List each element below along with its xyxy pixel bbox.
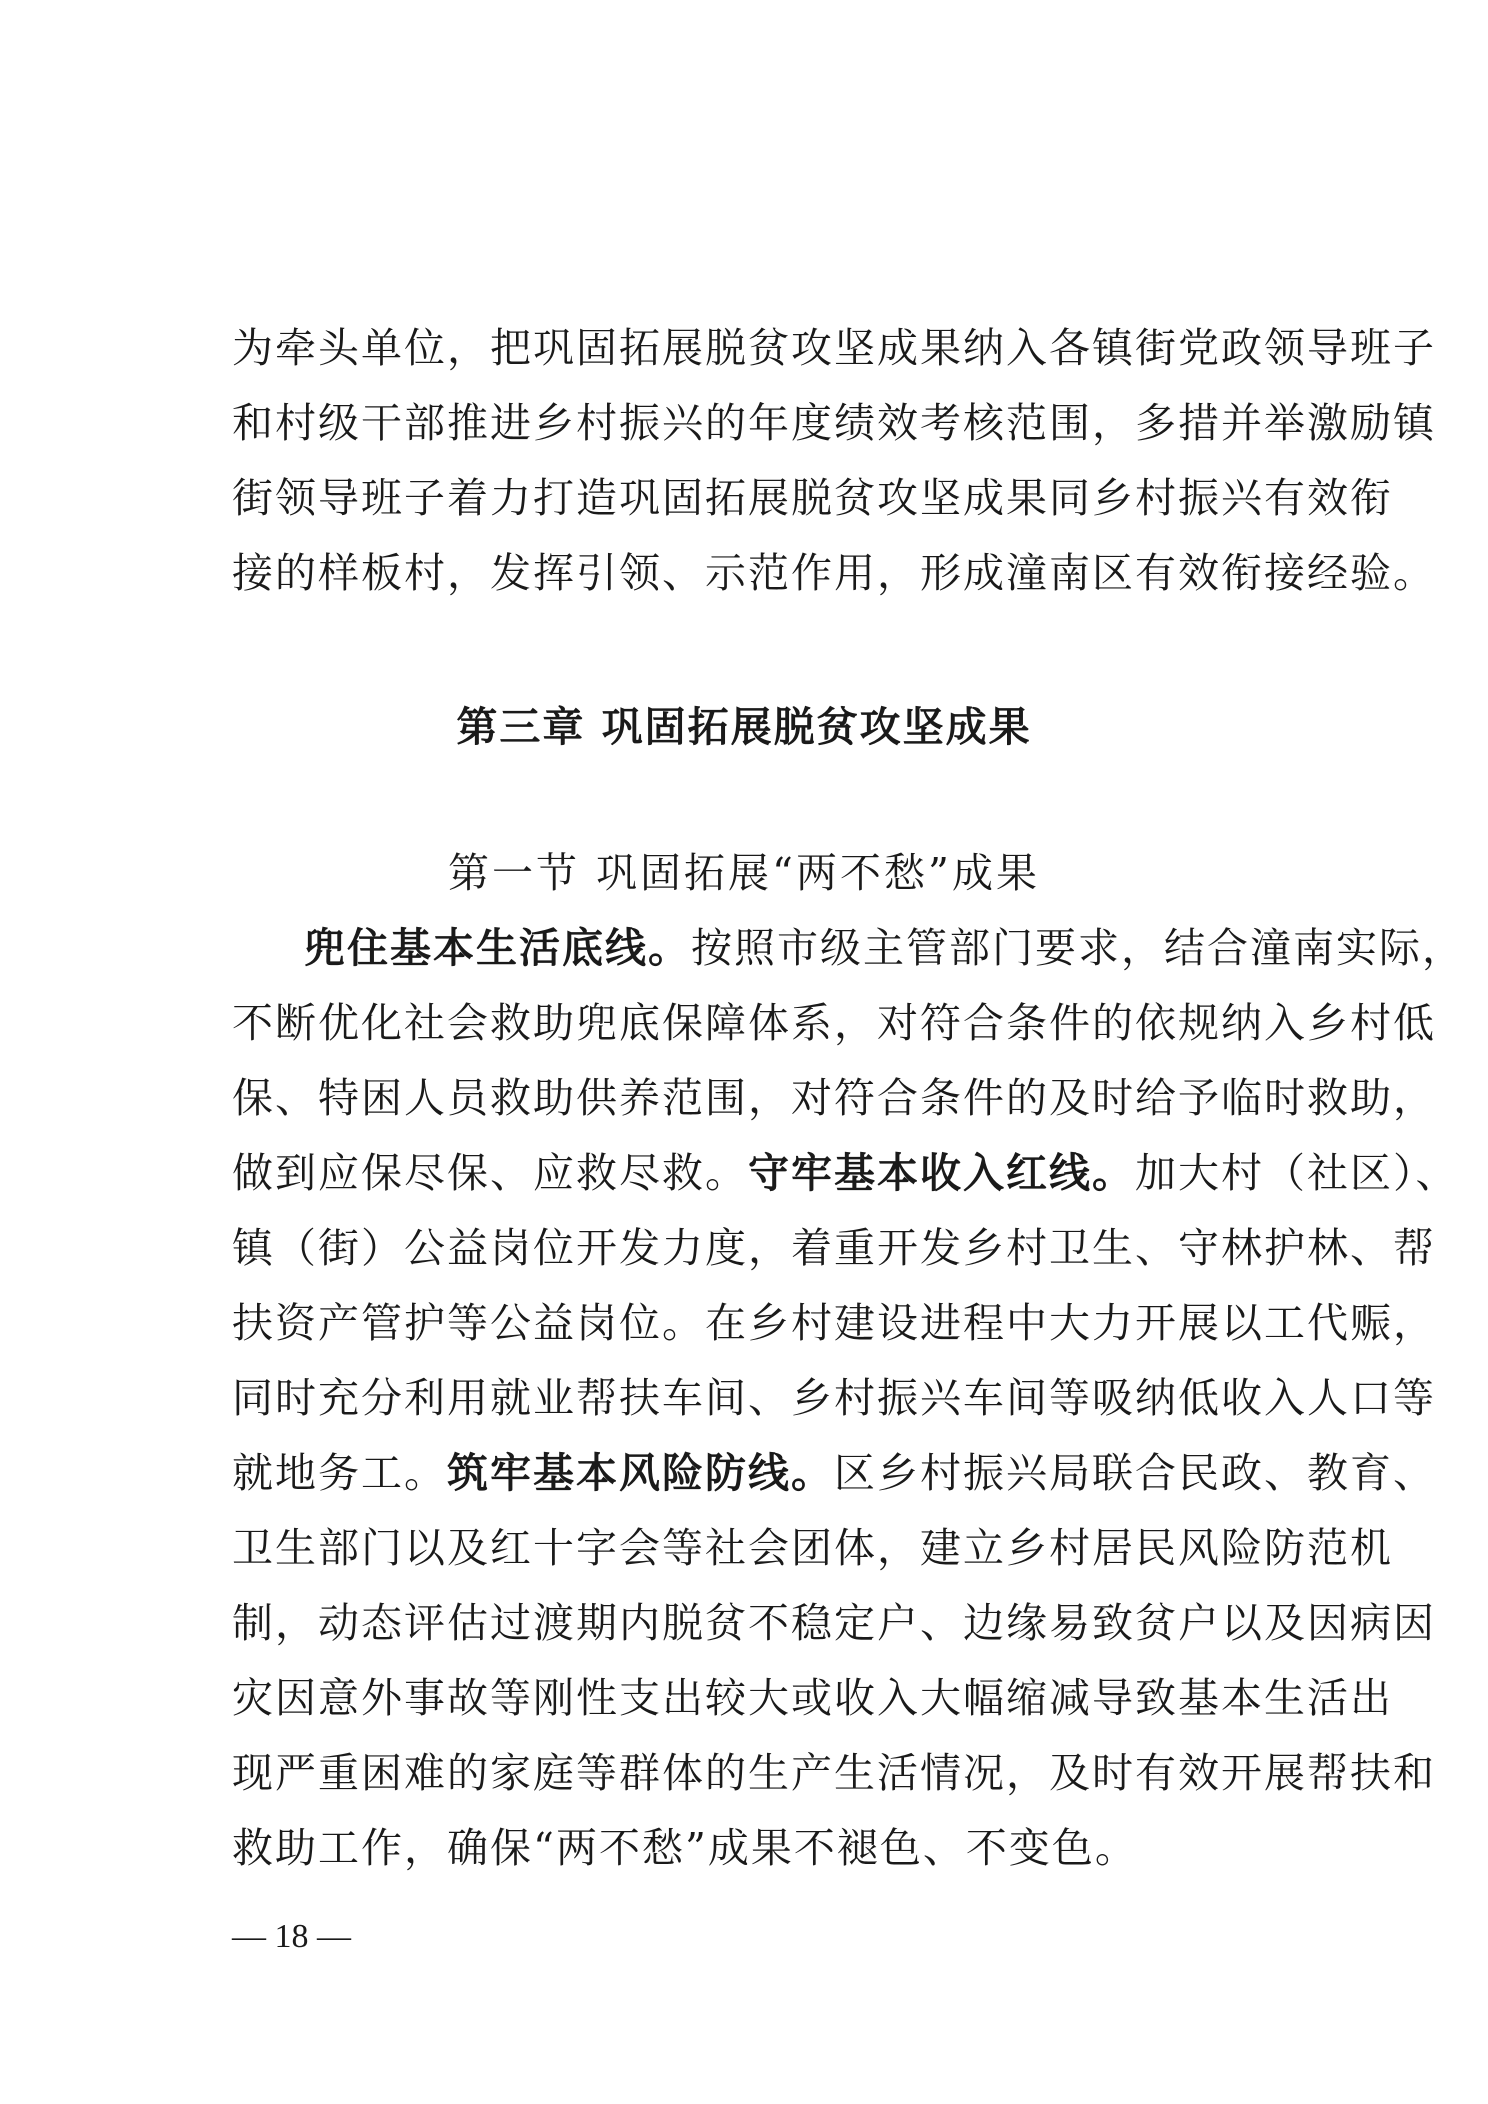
paragraph-line: 不断优化社会救助兜底保障体系，对符合条件的依规纳入乡村低 [232,999,1436,1047]
paragraph-line: 保、特困人员救助供养范围，对符合条件的及时给予临时救助， [232,1074,1436,1122]
section-title: 第一节 巩固拓展“两不愁”成果 [448,849,1040,897]
paragraph-line: 接的样板村，发挥引领、示范作用，形成潼南区有效衔接经验。 [232,549,1436,597]
paragraph-line [304,918,1465,978]
paragraph-line: 为牵头单位，把巩固拓展脱贫攻坚成果纳入各镇街党政领导班子 [232,324,1436,372]
bold-lead-phrase: 兜住基本生活底线。 [304,924,691,972]
bold-lead-phrase: 守牢基本收入红线。 [748,1149,1135,1197]
line-text: 就地务工。 [232,1449,447,1497]
line-text: 做到应保尽保、应救尽救。 [232,1149,748,1197]
paragraph-line: 和村级干部推进乡村振兴的年度绩效考核范围，多措并举激励镇 [232,399,1436,447]
paragraph-line [232,1443,1436,1503]
paragraph-line: 现严重困难的家庭等群体的生产生活情况，及时有效开展帮扶和 [232,1749,1436,1797]
paragraph-line: 同时充分利用就业帮扶车间、乡村振兴车间等吸纳低收入人口等 [232,1374,1436,1422]
line-text: 加大村（社区）、 [1135,1149,1459,1197]
paragraph-line: 扶资产管护等公益岗位。在乡村建设进程中大力开展以工代赈， [232,1299,1436,1347]
paragraph-line: 救助工作，确保“两不愁”成果不褪色、不变色。 [232,1824,1138,1872]
paragraph-line: 灾因意外事故等刚性支出较大或收入大幅缩减导致基本生活出 [232,1674,1393,1722]
paragraph-line [232,1143,1459,1203]
paragraph-line: 镇（街）公益岗位开发力度，着重开发乡村卫生、守林护林、帮 [232,1224,1436,1272]
chapter-title: 第三章 巩固拓展脱贫攻坚成果 [456,703,1032,751]
line-text: 按照市级主管部门要求，结合潼南实际， [691,924,1465,972]
paragraph-line: 制，动态评估过渡期内脱贫不稳定户、边缘易致贫户以及因病因 [232,1599,1436,1647]
page-number: — 18 — [232,1918,351,1955]
bold-lead-phrase: 筑牢基本风险防线。 [447,1449,834,1497]
paragraph-line: 街领导班子着力打造巩固拓展脱贫攻坚成果同乡村振兴有效衔 [232,474,1393,522]
paragraph-line: 卫生部门以及红十字会等社会团体，建立乡村居民风险防范机 [232,1524,1393,1572]
line-text: 区乡村振兴局联合民政、教育、 [834,1449,1436,1497]
